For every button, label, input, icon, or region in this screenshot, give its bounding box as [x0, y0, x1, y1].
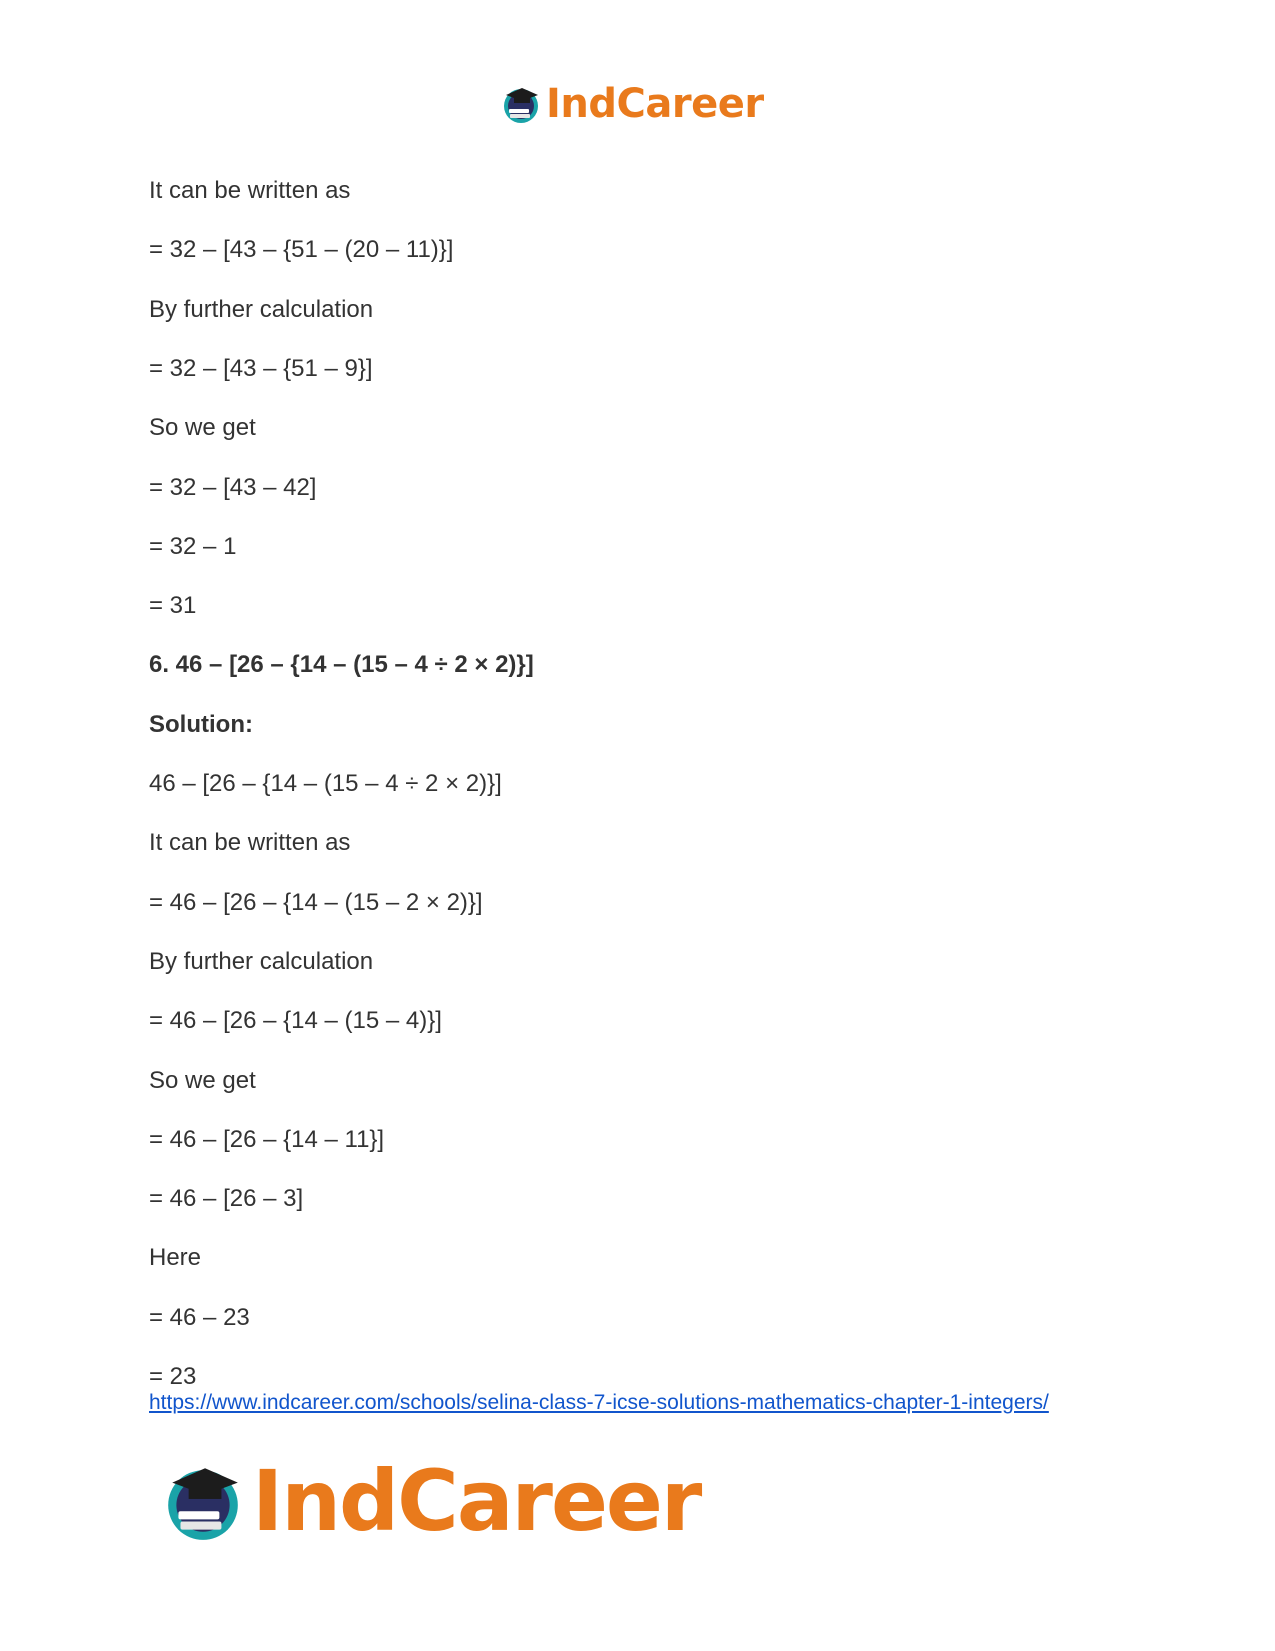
- solution-line: = 46 – [26 – {14 – (15 – 4)}]: [149, 1007, 442, 1034]
- question-heading-line: 6. 46 – [26 – {14 – (15 – 4 ÷ 2 × 2)}]: [149, 651, 534, 678]
- solution-line: It can be written as: [149, 177, 351, 204]
- solution-line: = 23: [149, 1363, 197, 1390]
- solution-line: So we get: [149, 414, 256, 441]
- solution-line: Here: [149, 1244, 202, 1271]
- graduation-cap-globe-icon: [160, 1458, 246, 1544]
- footer-logo-text: IndCareer: [252, 1452, 701, 1550]
- solution-line: = 46 – [26 – {14 – (15 – 2 × 2)}]: [149, 889, 483, 916]
- question-heading-line: Solution:: [149, 711, 253, 738]
- solution-line: = 31: [149, 592, 197, 619]
- source-link[interactable]: https://www.indcareer.com/schools/selina-class-7-icse-solutions-mathematics-chapter-1-integers/: [149, 1391, 1049, 1414]
- solution-line: = 46 – [26 – {14 – 11}]: [149, 1126, 385, 1153]
- solution-line: = 46 – 23: [149, 1304, 250, 1331]
- solution-line: = 32 – [43 – {51 – 9}]: [149, 355, 373, 382]
- header-logo: [500, 78, 764, 130]
- graduation-cap-globe-icon: [500, 83, 542, 125]
- solution-line: By further calculation: [149, 296, 374, 323]
- solution-line: = 32 – [43 – 42]: [149, 474, 317, 501]
- solution-line: = 32 – [43 – {51 – (20 – 11)}]: [149, 236, 454, 263]
- solution-line: It can be written as: [149, 829, 351, 856]
- header-logo-text: IndCareer: [546, 81, 764, 127]
- footer-logo: [160, 1452, 701, 1550]
- solution-line: By further calculation: [149, 948, 374, 975]
- solution-line: So we get: [149, 1067, 256, 1094]
- solution-line: = 32 – 1: [149, 533, 237, 560]
- solution-line: = 46 – [26 – 3]: [149, 1185, 304, 1212]
- solution-line: 46 – [26 – {14 – (15 – 4 ÷ 2 × 2)}]: [149, 770, 502, 797]
